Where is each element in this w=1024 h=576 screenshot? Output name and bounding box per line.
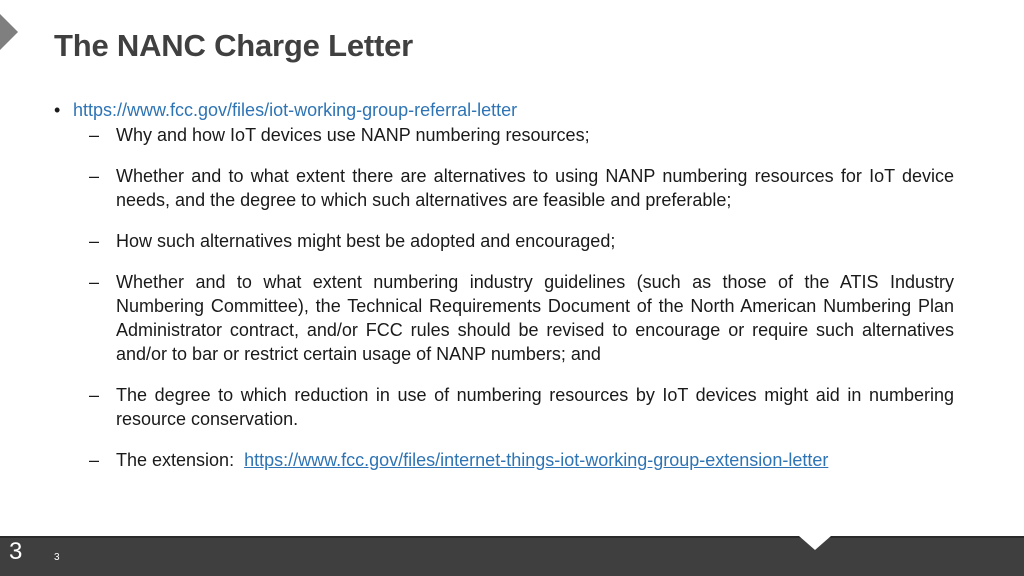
- dash-marker: –: [89, 450, 100, 470]
- sub-item-text: Whether and to what extent there are alternatives to using NANP numbering resources for IoT device needs, and the degree to which such alternatives are feasible and preferable;: [116, 166, 954, 210]
- sub-item-text: How such alternatives might best be adopted and encouraged;: [116, 231, 616, 251]
- dash-marker: –: [89, 166, 100, 186]
- dash-marker: –: [89, 231, 100, 251]
- extension-item: [89, 448, 954, 472]
- footer-notch-icon: [799, 536, 831, 552]
- sub-item: [89, 383, 954, 431]
- page-number-large: 3: [9, 538, 23, 565]
- sub-item: [89, 164, 954, 212]
- slide-title: The NANC Charge Letter: [54, 28, 414, 63]
- sub-item: [89, 270, 954, 366]
- corner-arrow-icon: [0, 14, 18, 50]
- referral-letter-link[interactable]: https://www.fcc.gov/files/iot-working-group-referral-letter: [73, 100, 518, 120]
- sub-item-text: Whether and to what extent numbering industry guidelines (such as those of the ATIS Industry Numbering Committee), the Technical Requirements Document of the North American Numbering Plan Administrator contract, and/or FCC rules should be revised to encourage or require such alternatives and/or to bar or restrict certain usage of NANP numbers; and: [116, 272, 954, 364]
- extension-label: The extension:: [116, 450, 235, 470]
- page-number-small: 3: [54, 552, 60, 563]
- sub-item: [89, 229, 954, 253]
- dash-marker: –: [89, 272, 100, 292]
- footer-bar: [0, 536, 1024, 576]
- slide-content: [54, 98, 954, 489]
- footer-divider: [0, 536, 1024, 538]
- dash-marker: –: [89, 125, 100, 145]
- sub-list: [54, 123, 954, 472]
- bullet-dot: •: [54, 100, 61, 120]
- extension-letter-link[interactable]: https://www.fcc.gov/files/internet-things-iot-working-group-extension-letter: [244, 450, 829, 470]
- sub-item: [89, 123, 954, 147]
- dash-marker: –: [89, 385, 100, 405]
- main-bullet: [54, 98, 954, 122]
- sub-item-text: Why and how IoT devices use NANP numbering resources;: [116, 125, 590, 145]
- sub-item-text: The degree to which reduction in use of numbering resources by IoT devices might aid in numbering resource conservation.: [116, 385, 954, 429]
